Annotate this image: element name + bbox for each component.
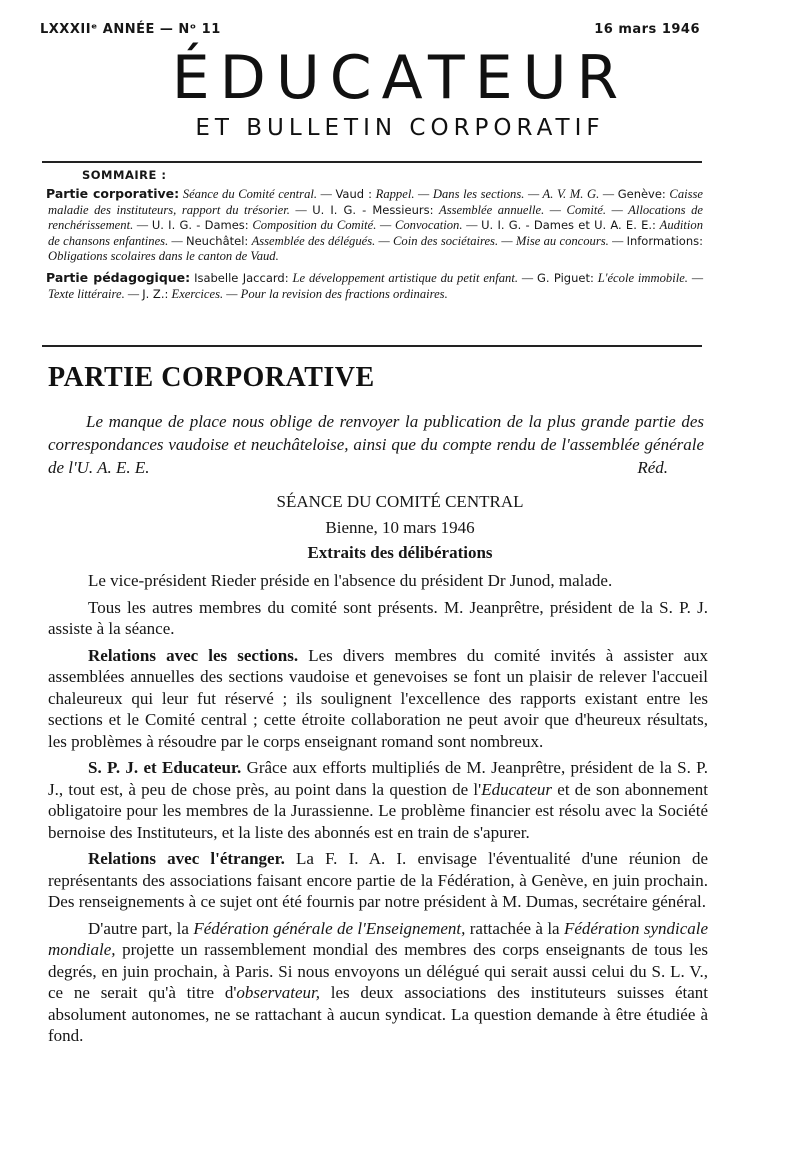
journal-subtitle: ET BULLETIN CORPORATIF	[195, 115, 605, 141]
paragraph-text: rattachée à la	[469, 918, 560, 938]
meeting-subtitle: Extraits des délibérations	[307, 543, 493, 562]
paragraph	[48, 645, 708, 753]
paragraph-italic: Fédération syndicale mondiale,	[48, 918, 709, 959]
editor-note	[48, 410, 704, 479]
paragraph	[48, 918, 708, 1047]
toc-section-label: Partie corporative:	[46, 186, 180, 202]
toc-entry: Audition de chansons enfantines. —	[48, 218, 704, 248]
toc-entry: L'école immobile. — Texte littéraire. —	[48, 271, 704, 301]
article-body	[48, 570, 708, 1052]
paragraph-text: les deux associations des instituteurs suisses étant absolument autonomes, ne se rattachant à aucun syndicat. La question demande à être étudiée à fond.	[48, 983, 709, 1045]
toc-name: G. Piguet:	[536, 271, 594, 286]
toc-section-label: Partie pédagogique:	[46, 270, 191, 286]
table-of-contents	[48, 168, 703, 308]
meeting-title: SÉANCE DU COMITÉ CENTRAL	[276, 492, 524, 511]
toc-entry: Caisse maladie des instituteurs, rapport du trésorier. —	[48, 187, 704, 217]
paragraph: Le vice-président Rieder préside en l'absence du président Dr Junod, malade.	[88, 571, 613, 590]
toc-name: Isabelle Jaccard:	[194, 271, 289, 286]
toc-name: Genève:	[617, 187, 666, 202]
toc-entry: Composition du Comité. — Convocation. —	[252, 218, 478, 233]
paragraph-heading: Relations avec l'étranger.	[88, 849, 285, 868]
paragraph-italic: Educateur	[481, 779, 553, 799]
toc-name: U. I. G. - Dames et U. A. E. E.:	[481, 218, 656, 233]
paragraph	[48, 757, 708, 843]
paragraph: Tous les autres membres du comité sont présents. M. Jeanprêtre, président de la S. P. J. assiste à la séance.	[48, 597, 708, 638]
paragraph-text: projette un rassemblement mondial des membres des corps enseignants de tous les degrés, en juin prochain, à Paris. Si nous envoyons un délégué qui serait aussi celui du S. L. V., ce ne serait qu'à titre d'	[48, 940, 708, 1002]
toc-name: U. I. G. - Messieurs:	[312, 202, 434, 217]
toc-entry: Exercices. — Pour la revision des fractions ordinaires.	[171, 286, 448, 301]
paragraph-italic: Fédération générale de l'Enseignement,	[193, 918, 466, 938]
paragraph-text: D'autre part, la	[88, 918, 189, 938]
toc-name: Vaud :	[335, 187, 373, 202]
paragraph-heading: S. P. J. et Educateur.	[88, 758, 242, 777]
editor-note-text: Le manque de place nous oblige de renvoyer la publication de la plus grande partie des correspondances vaudoise et neuchâteloise, ainsi que du compte rendu de l'assemblée générale de l'U. A. E. E.	[48, 412, 704, 477]
journal-title: ÉDUCATEUR	[171, 43, 629, 113]
paragraph-text: La F. I. A. I. envisage l'éventualité d'une réunion de représentants des associations faisant encore partie de la Fédération, à Genève, en juin prochain. Des renseignements à ce sujet ont été fournis par notre président à M. Dumas, secrétaire général.	[48, 849, 708, 911]
toc-pedagogique	[48, 270, 703, 302]
toc-name: J. Z.:	[142, 286, 169, 301]
paragraph-text: et de son abonnement obligatoire pour les membres de la Jurassienne. Le problème financier est résolu avec la Société bernoise des Instituteurs, et la liste des abonnés est en train de s'apurer.	[48, 779, 708, 842]
meeting-place-date: Bienne, 10 mars 1946	[325, 518, 475, 537]
paragraph-text: Les divers membres du comité invités à assister aux assemblées annuelles des sections vaudoise et genevoises se font un plaisir de relever l'accueil chaleureux qui leur fut réservé ; ils soulignent l'excellence des rapports existant entre les sections et le Comité central ; cette étroite collaboration ne peut avoir que d'heureux résultats, les problèmes à résoudre par le corps enseignant romand sont nombreux.	[48, 645, 709, 751]
masthead-line	[40, 22, 700, 37]
top-divider	[42, 161, 702, 163]
toc-name: Informations:	[626, 233, 703, 248]
toc-heading: SOMMAIRE :	[82, 168, 167, 182]
toc-corporative	[48, 186, 703, 264]
toc-entry: Dans les sections. — A. V. M. G. —	[432, 187, 615, 202]
paragraph-text: Grâce aux efforts multipliés de M. Jeanprêtre, président de la S. P. J., tout est, à peu de chose près, au point dans la question de l'	[48, 758, 708, 799]
toc-entry: Séance du Comité central. —	[182, 187, 332, 202]
section-title: PARTIE CORPORATIVE	[48, 362, 375, 393]
toc-entry: Rappel. —	[375, 187, 430, 202]
volume-number: LXXXIIᵉ ANNÉE — Nᵒ 11	[40, 22, 221, 37]
issue-date: 16 mars 1946	[594, 22, 700, 37]
paragraph-heading: Relations avec les sections.	[88, 645, 299, 665]
toc-entry: Assemblée des délégués. — Coin des sociétaires. — Mise au concours. —	[251, 233, 624, 248]
editor-signature: Réd.	[637, 458, 668, 477]
toc-entry: Assemblée annuelle. — Comité. — Allocations de renchérissement. —	[48, 202, 703, 233]
toc-entry: Le développement artistique du petit enfant. —	[292, 271, 534, 286]
toc-name: Neuchâtel:	[186, 233, 249, 248]
paragraph-italic: observateur,	[236, 983, 320, 1002]
bottom-divider	[42, 345, 702, 347]
toc-entry: Obligations scolaires dans le canton de Vaud.	[48, 249, 279, 264]
paragraph	[48, 848, 708, 913]
toc-name: U. I. G. - Dames:	[151, 218, 249, 233]
